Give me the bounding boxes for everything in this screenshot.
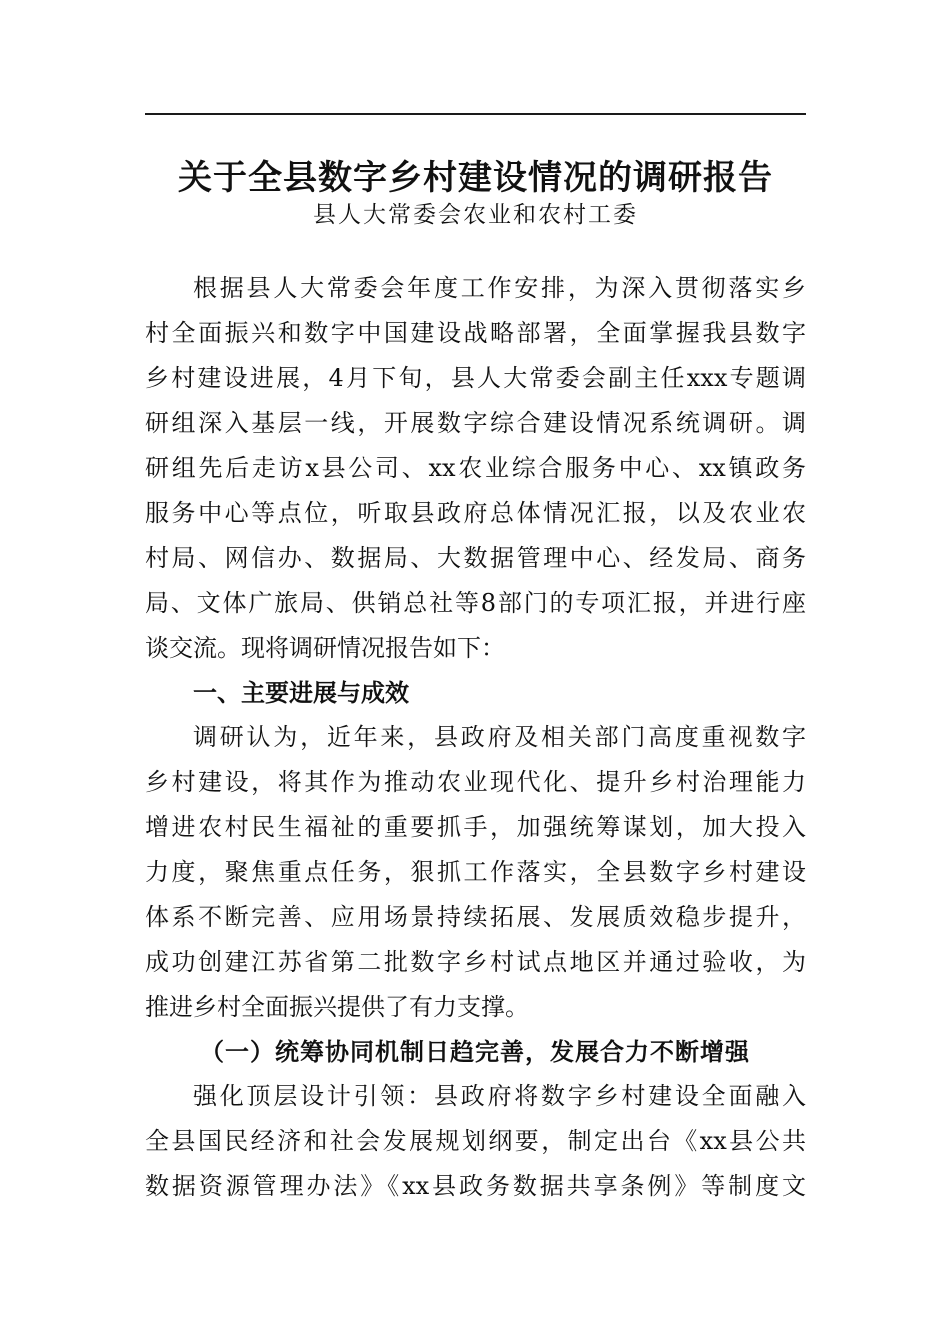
text-line: 体系不断完善、应用场景持续拓展、发展质效稳步提升， <box>145 903 806 931</box>
text-line: 全县国民经济和社会发展规划纲要，制定出台《xx县公共 <box>145 1127 806 1155</box>
text-line: 乡村建设，将其作为推动农业现代化、提升乡村治理能力 <box>145 768 806 796</box>
text-line: 研组深入基层一线，开展数字综合建设情况系统调研。调 <box>145 409 806 437</box>
text-line: 增进农村民生福祉的重要抓手，加强统筹谋划，加大投入 <box>145 813 806 841</box>
text-line: 乡村建设进展，4月下旬，县人大常委会副主任xxx专题调 <box>145 364 806 392</box>
top-divider <box>145 113 806 115</box>
text-line: 谈交流。现将调研情况报告如下： <box>145 634 505 662</box>
subsection-heading: （一）统筹协同机制日趋完善，发展合力不断增强 <box>200 1037 750 1066</box>
text-line: 服务中心等点位，听取县政府总体情况汇报，以及农业农 <box>145 499 806 527</box>
text-line: 局、文体广旅局、供销总社等8部门的专项汇报，并进行座 <box>145 589 806 617</box>
section-heading: 一、主要进展与成效 <box>193 679 409 707</box>
text-line: 研组先后走访x县公司、xx农业综合服务中心、xx镇政务 <box>145 454 806 482</box>
text-line: 成功创建江苏省第二批数字乡村试点地区并通过验收，为 <box>145 948 806 976</box>
text-line: 调研认为，近年来，县政府及相关部门高度重视数字 <box>193 723 806 751</box>
text-line: 根据县人大常委会年度工作安排，为深入贯彻落实乡 <box>193 274 806 302</box>
text-line: 村局、网信办、数据局、大数据管理中心、经发局、商务 <box>145 544 806 572</box>
text-line: 数据资源管理办法》《xx县政务数据共享条例》等制度文 <box>145 1172 806 1200</box>
text-line: 村全面振兴和数字中国建设战略部署，全面掌握我县数字 <box>145 319 806 347</box>
text-line: 推进乡村全面振兴提供了有力支撑。 <box>145 993 529 1021</box>
document-subtitle: 县人大常委会农业和农村工委 <box>313 202 638 228</box>
text-line: 强化顶层设计引领：县政府将数字乡村建设全面融入 <box>193 1082 806 1110</box>
text-line: 力度，聚焦重点任务，狠抓工作落实，全县数字乡村建设 <box>145 858 806 886</box>
document-title: 关于全县数字乡村建设情况的调研报告 <box>178 158 773 198</box>
